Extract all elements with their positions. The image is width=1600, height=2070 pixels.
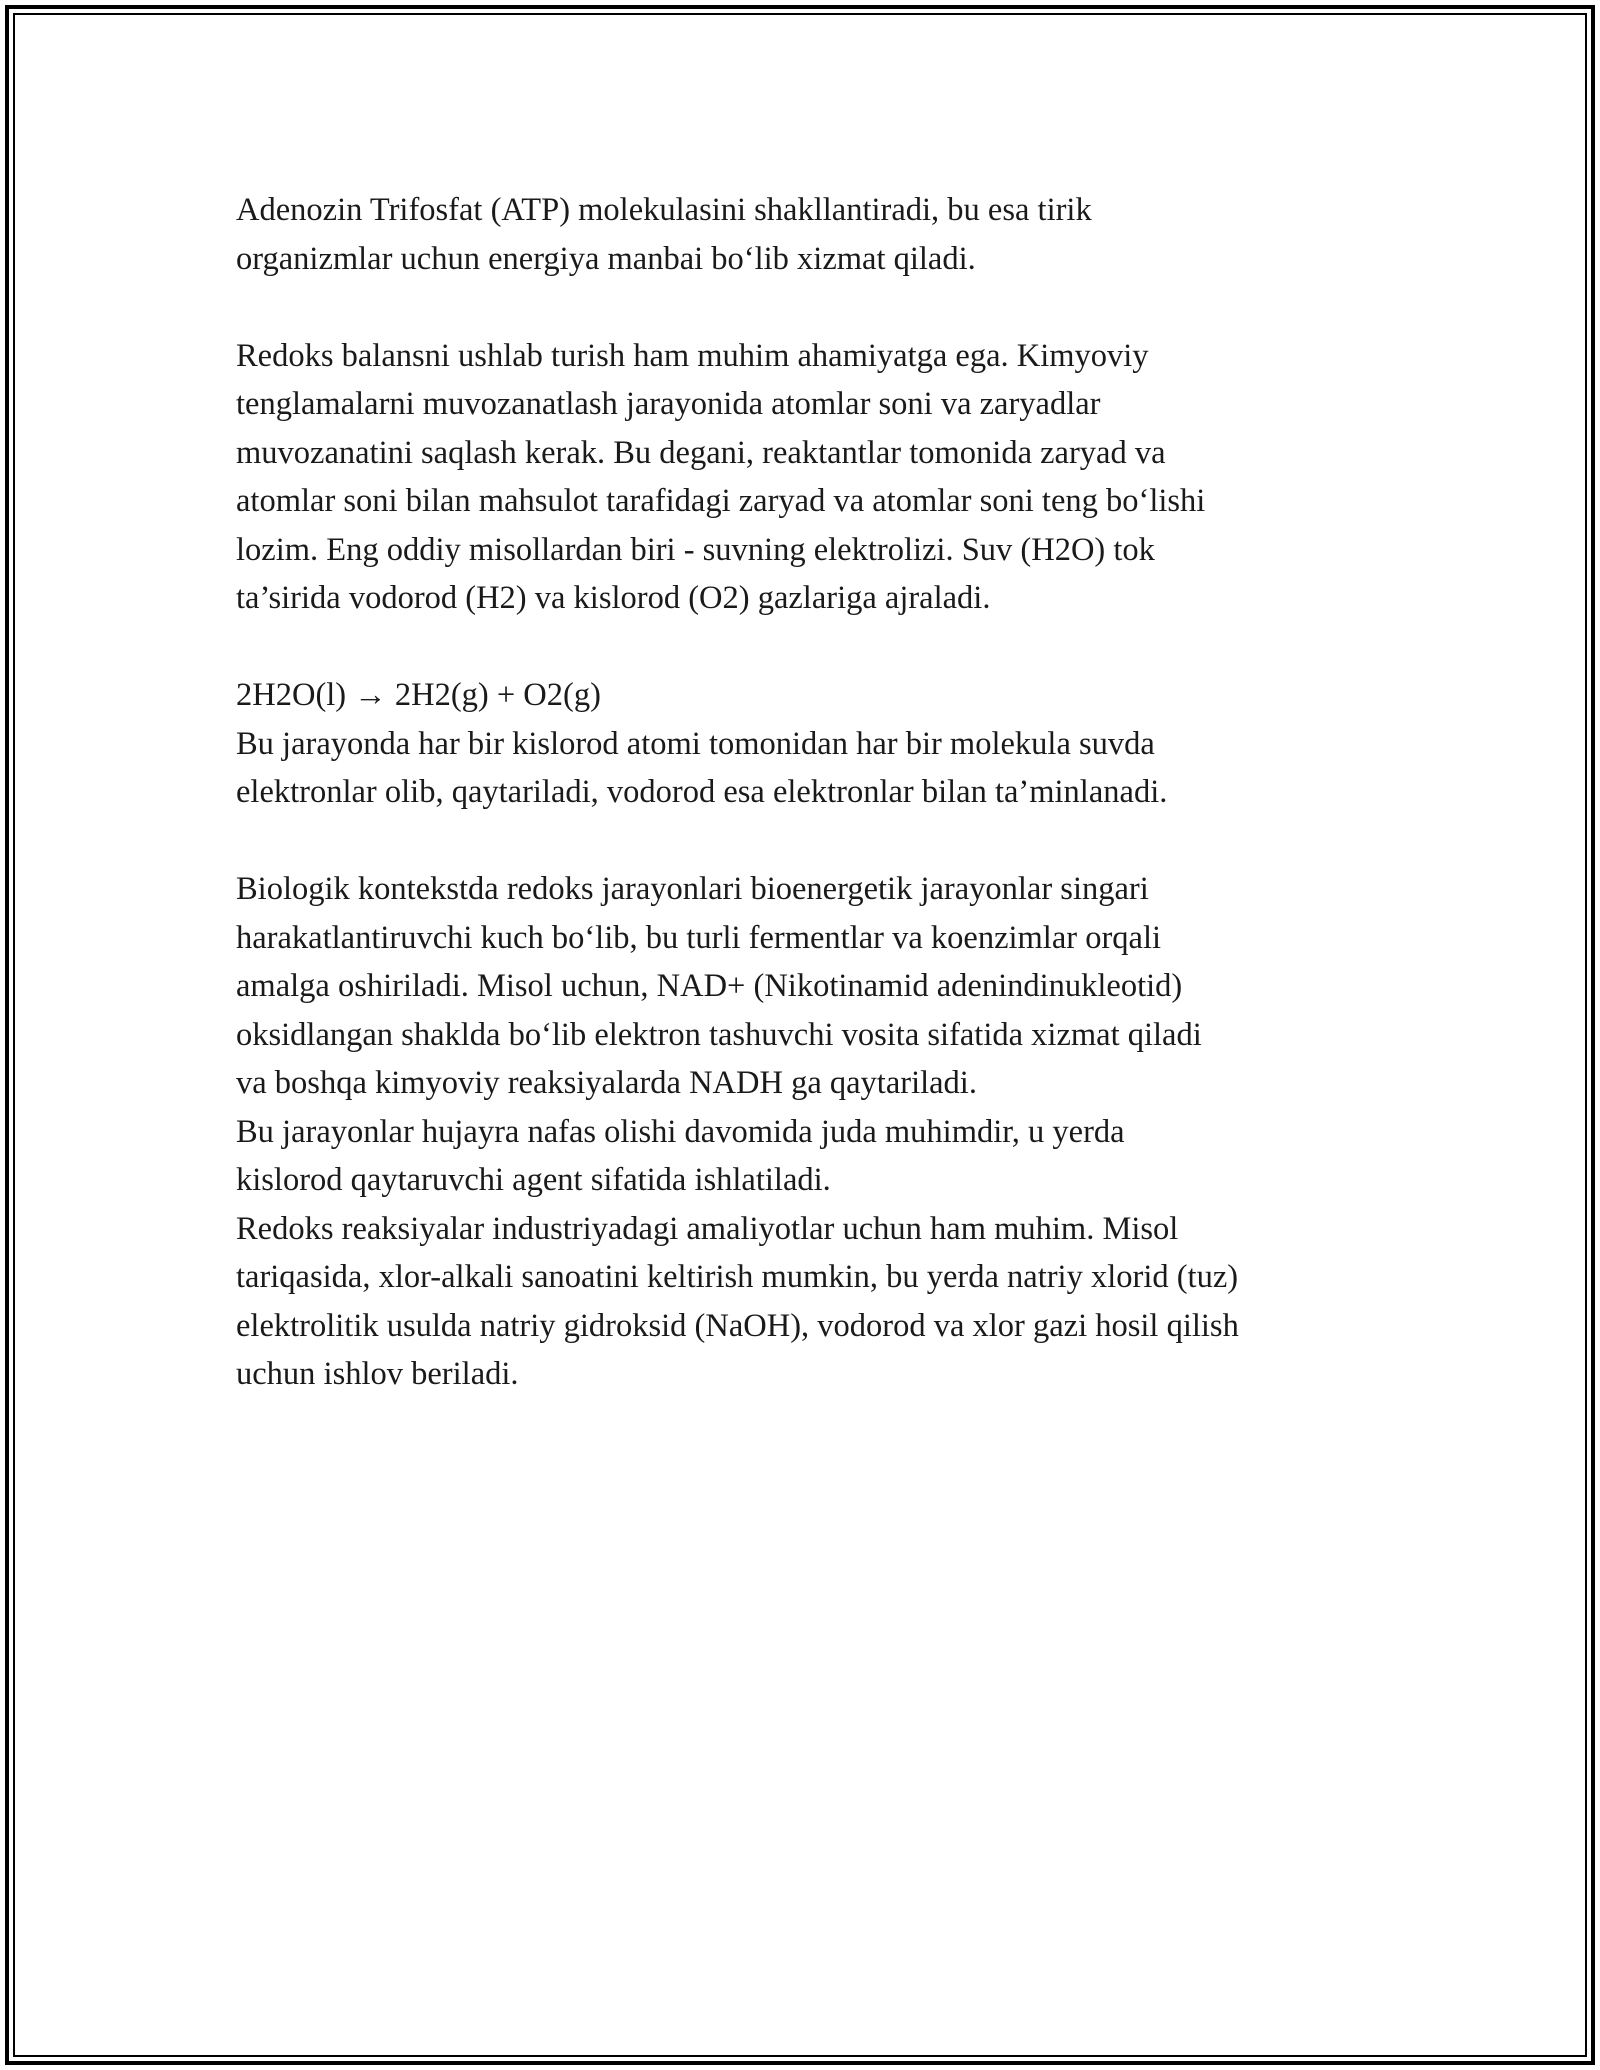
text-line: elektrolitik usulda natriy gidroksid (NaOH), vodorod va xlor gazi hosil qilish	[236, 1307, 1239, 1344]
document-body	[236, 186, 1386, 1399]
blank-line	[236, 817, 1386, 866]
text-line: atomlar soni bilan mahsulot tarafidagi zaryad va atomlar soni teng bo‘lishi	[236, 483, 1206, 519]
text-line: uchun ishlov beriladi.	[236, 1356, 519, 1392]
text-line: Bu jarayonlar hujayra nafas olishi davomida juda muhimdir, u yerda	[236, 1113, 1125, 1150]
text-line: Redoks reaksiyalar industriyadagi amaliyotlar uchun ham muhim. Misol	[236, 1210, 1179, 1247]
text-line: amalga oshiriladi. Misol uchun, NAD+ (Nikotinamid adenindinukleotid)	[236, 968, 1183, 1004]
text-line: muvozanatini saqlash kerak. Bu degani, reaktantlar tomonida zaryad va	[236, 434, 1166, 471]
text-line: organizmlar uchun energiya manbai bo‘lib xizmat qiladi.	[236, 240, 976, 277]
blank-line	[236, 623, 1386, 672]
text-line: elektronlar olib, qaytariladi, vodorod esa elektronlar bilan ta’minlanadi.	[236, 774, 1168, 810]
text-line: Biologik kontekstda redoks jarayonlari bioenergetik jarayonlar singari	[236, 871, 1149, 907]
text-line: harakatlantiruvchi kuch bo‘lib, bu turli fermentlar va koenzimlar orqali	[236, 919, 1162, 956]
text-line: Bu jarayonda har bir kislorod atomi tomonidan har bir molekula suvda	[236, 725, 1155, 762]
text-line: va boshqa kimyoviy reaksiyalarda NADH ga qaytariladi.	[236, 1065, 977, 1101]
text-line: oksidlangan shaklda bo‘lib elektron tashuvchi vosita sifatida xizmat qiladi	[236, 1016, 1202, 1053]
text-line: tariqasida, xlor-alkali sanoatini keltirish mumkin, bu yerda natriy xlorid (tuz)	[236, 1259, 1239, 1295]
text-line: Adenozin Trifosfat (ATP) molekulasini shakllantiradi, bu esa tirik	[236, 192, 1092, 228]
text-line: lozim. Eng oddiy misollardan biri - suvning elektrolizi. Suv (H2O) tok	[236, 531, 1155, 568]
chemical-equation: 2H2O(l) → 2H2(g) + O2(g)	[236, 677, 601, 713]
text-line: Redoks balansni ushlab turish ham muhim ahamiyatga ega. Kimyoviy	[236, 337, 1149, 374]
text-line: ta’sirida vodorod (H2) va kislorod (O2) gazlariga ajraladi.	[236, 580, 991, 616]
text-line: kislorod qaytaruvchi agent sifatida ishlatiladi.	[236, 1162, 831, 1198]
text-line: tenglamalarni muvozanatlash jarayonida atomlar soni va zaryadlar	[236, 386, 1101, 422]
blank-line	[236, 283, 1386, 332]
